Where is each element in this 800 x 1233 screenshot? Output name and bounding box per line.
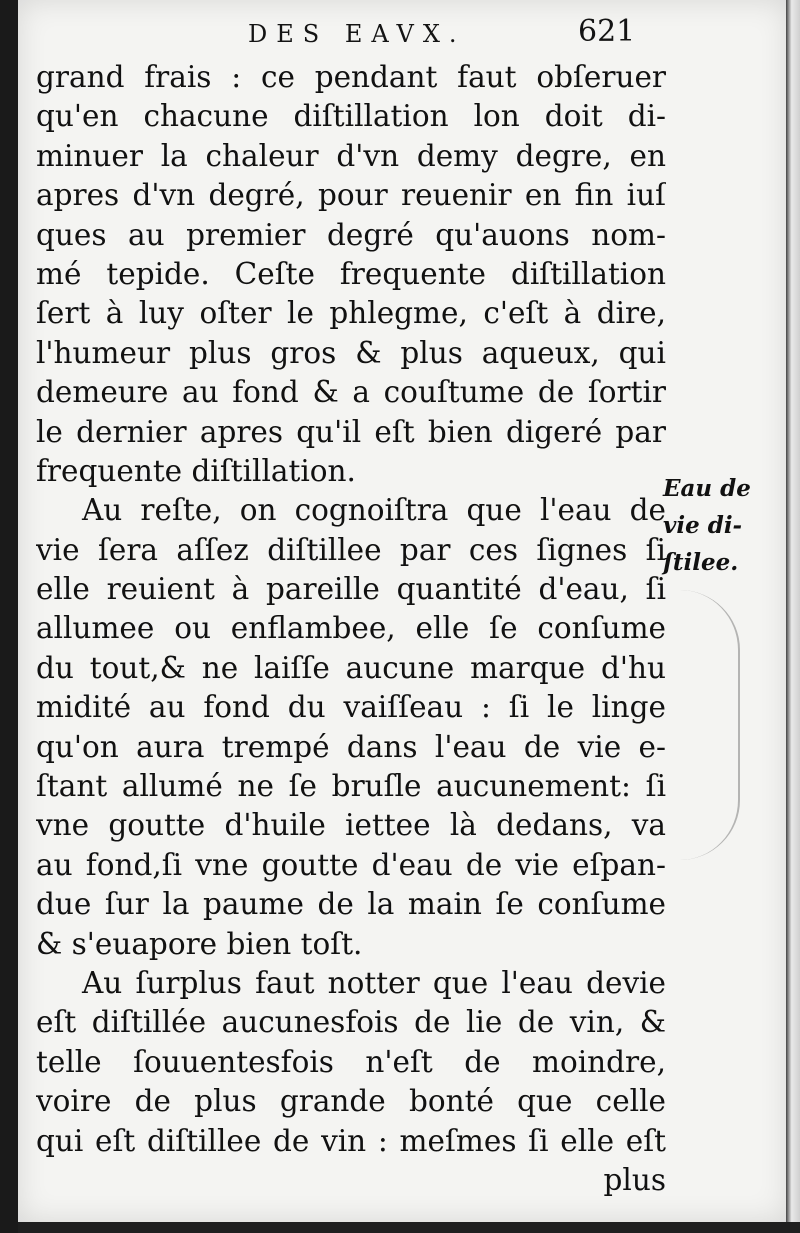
body-text bbox=[36, 58, 666, 1200]
text-line: allumee ou enflambee, elle ſe conſume bbox=[36, 611, 666, 646]
text-line: voire de plus grande bonté que celle bbox=[36, 1084, 666, 1119]
page-edge-right bbox=[786, 0, 800, 1233]
catchword: plus bbox=[603, 1162, 666, 1197]
text-line: frequente diſtillation. bbox=[36, 453, 356, 488]
page-number: 621 bbox=[578, 14, 636, 49]
text-line: midité au fond du vaiſſeau : ſi le linge bbox=[36, 690, 666, 725]
margin-note-line: vie di- bbox=[663, 512, 743, 539]
text-line: qu'on aura trempé dans l'eau de vie e- bbox=[36, 729, 666, 764]
text-line: eſt diſtillée aucunesfois de lie de vin, & bbox=[36, 1005, 666, 1040]
margin-note-line: Eau de bbox=[663, 475, 751, 502]
text-line: telle ſouuentesfois n'eſt de moindre, bbox=[36, 1044, 666, 1079]
text-line: due ſur la paume de la main ſe conſume bbox=[36, 887, 666, 922]
text-line: minuer la chaleur d'vn demy degre, en bbox=[36, 138, 666, 173]
text-line: qu'en chacune diſtillation lon doit di- bbox=[36, 99, 666, 134]
text-line: vie ſera aſſez diſtillee par ces ſignes ſi bbox=[36, 532, 666, 567]
page-header bbox=[18, 8, 788, 48]
margin-note bbox=[663, 470, 788, 581]
text-line: elle reuient à pareille quantité d'eau, ſi bbox=[36, 572, 666, 607]
text-line: l'humeur plus gros & plus aqueux, qui bbox=[36, 335, 666, 370]
margin-pencil-bracket bbox=[680, 590, 740, 860]
text-line: qui eſt diſtillee de vin : meſmes ſi elle eſt bbox=[36, 1123, 666, 1158]
text-line: apres d'vn degré, pour reuenir en fin iuſ bbox=[36, 178, 666, 213]
text-line: demeure au fond & a couſtume de ſortir bbox=[36, 375, 666, 410]
text-line: ques au premier degré qu'auons nom- bbox=[36, 217, 666, 252]
paragraph-start-line: Au ſurplus faut notter que l'eau devie bbox=[82, 965, 666, 1000]
paragraph-start-line: Au reſte, on cognoiſtra que l'eau de bbox=[82, 493, 666, 528]
text-line: du tout,& ne laiſſe aucune marque d'hu bbox=[36, 650, 666, 685]
margin-note-line: ſtilee. bbox=[663, 549, 739, 576]
text-line: au fond,ſi vne goutte d'eau de vie eſpan- bbox=[36, 847, 666, 882]
text-line: mé tepide. Ceſte frequente diſtillation bbox=[36, 256, 666, 291]
text-line: grand frais : ce pendant faut obſeruer bbox=[36, 60, 666, 94]
text-line: le dernier apres qu'il eſt bien digeré par bbox=[36, 414, 666, 449]
text-line: ſtant allumé ne ſe bruſle aucunement: ſi bbox=[36, 769, 666, 804]
text-line: ſert à luy oſter le phlegme, c'eſt à dire, bbox=[36, 296, 666, 331]
page-edge-bottom bbox=[18, 1222, 800, 1233]
text-line: & s'euapore bien toſt. bbox=[36, 926, 363, 961]
book-page bbox=[18, 0, 788, 1222]
text-line: vne goutte d'huile iettee là dedans, va bbox=[36, 808, 666, 843]
running-title: DES EAVX. bbox=[248, 20, 466, 48]
